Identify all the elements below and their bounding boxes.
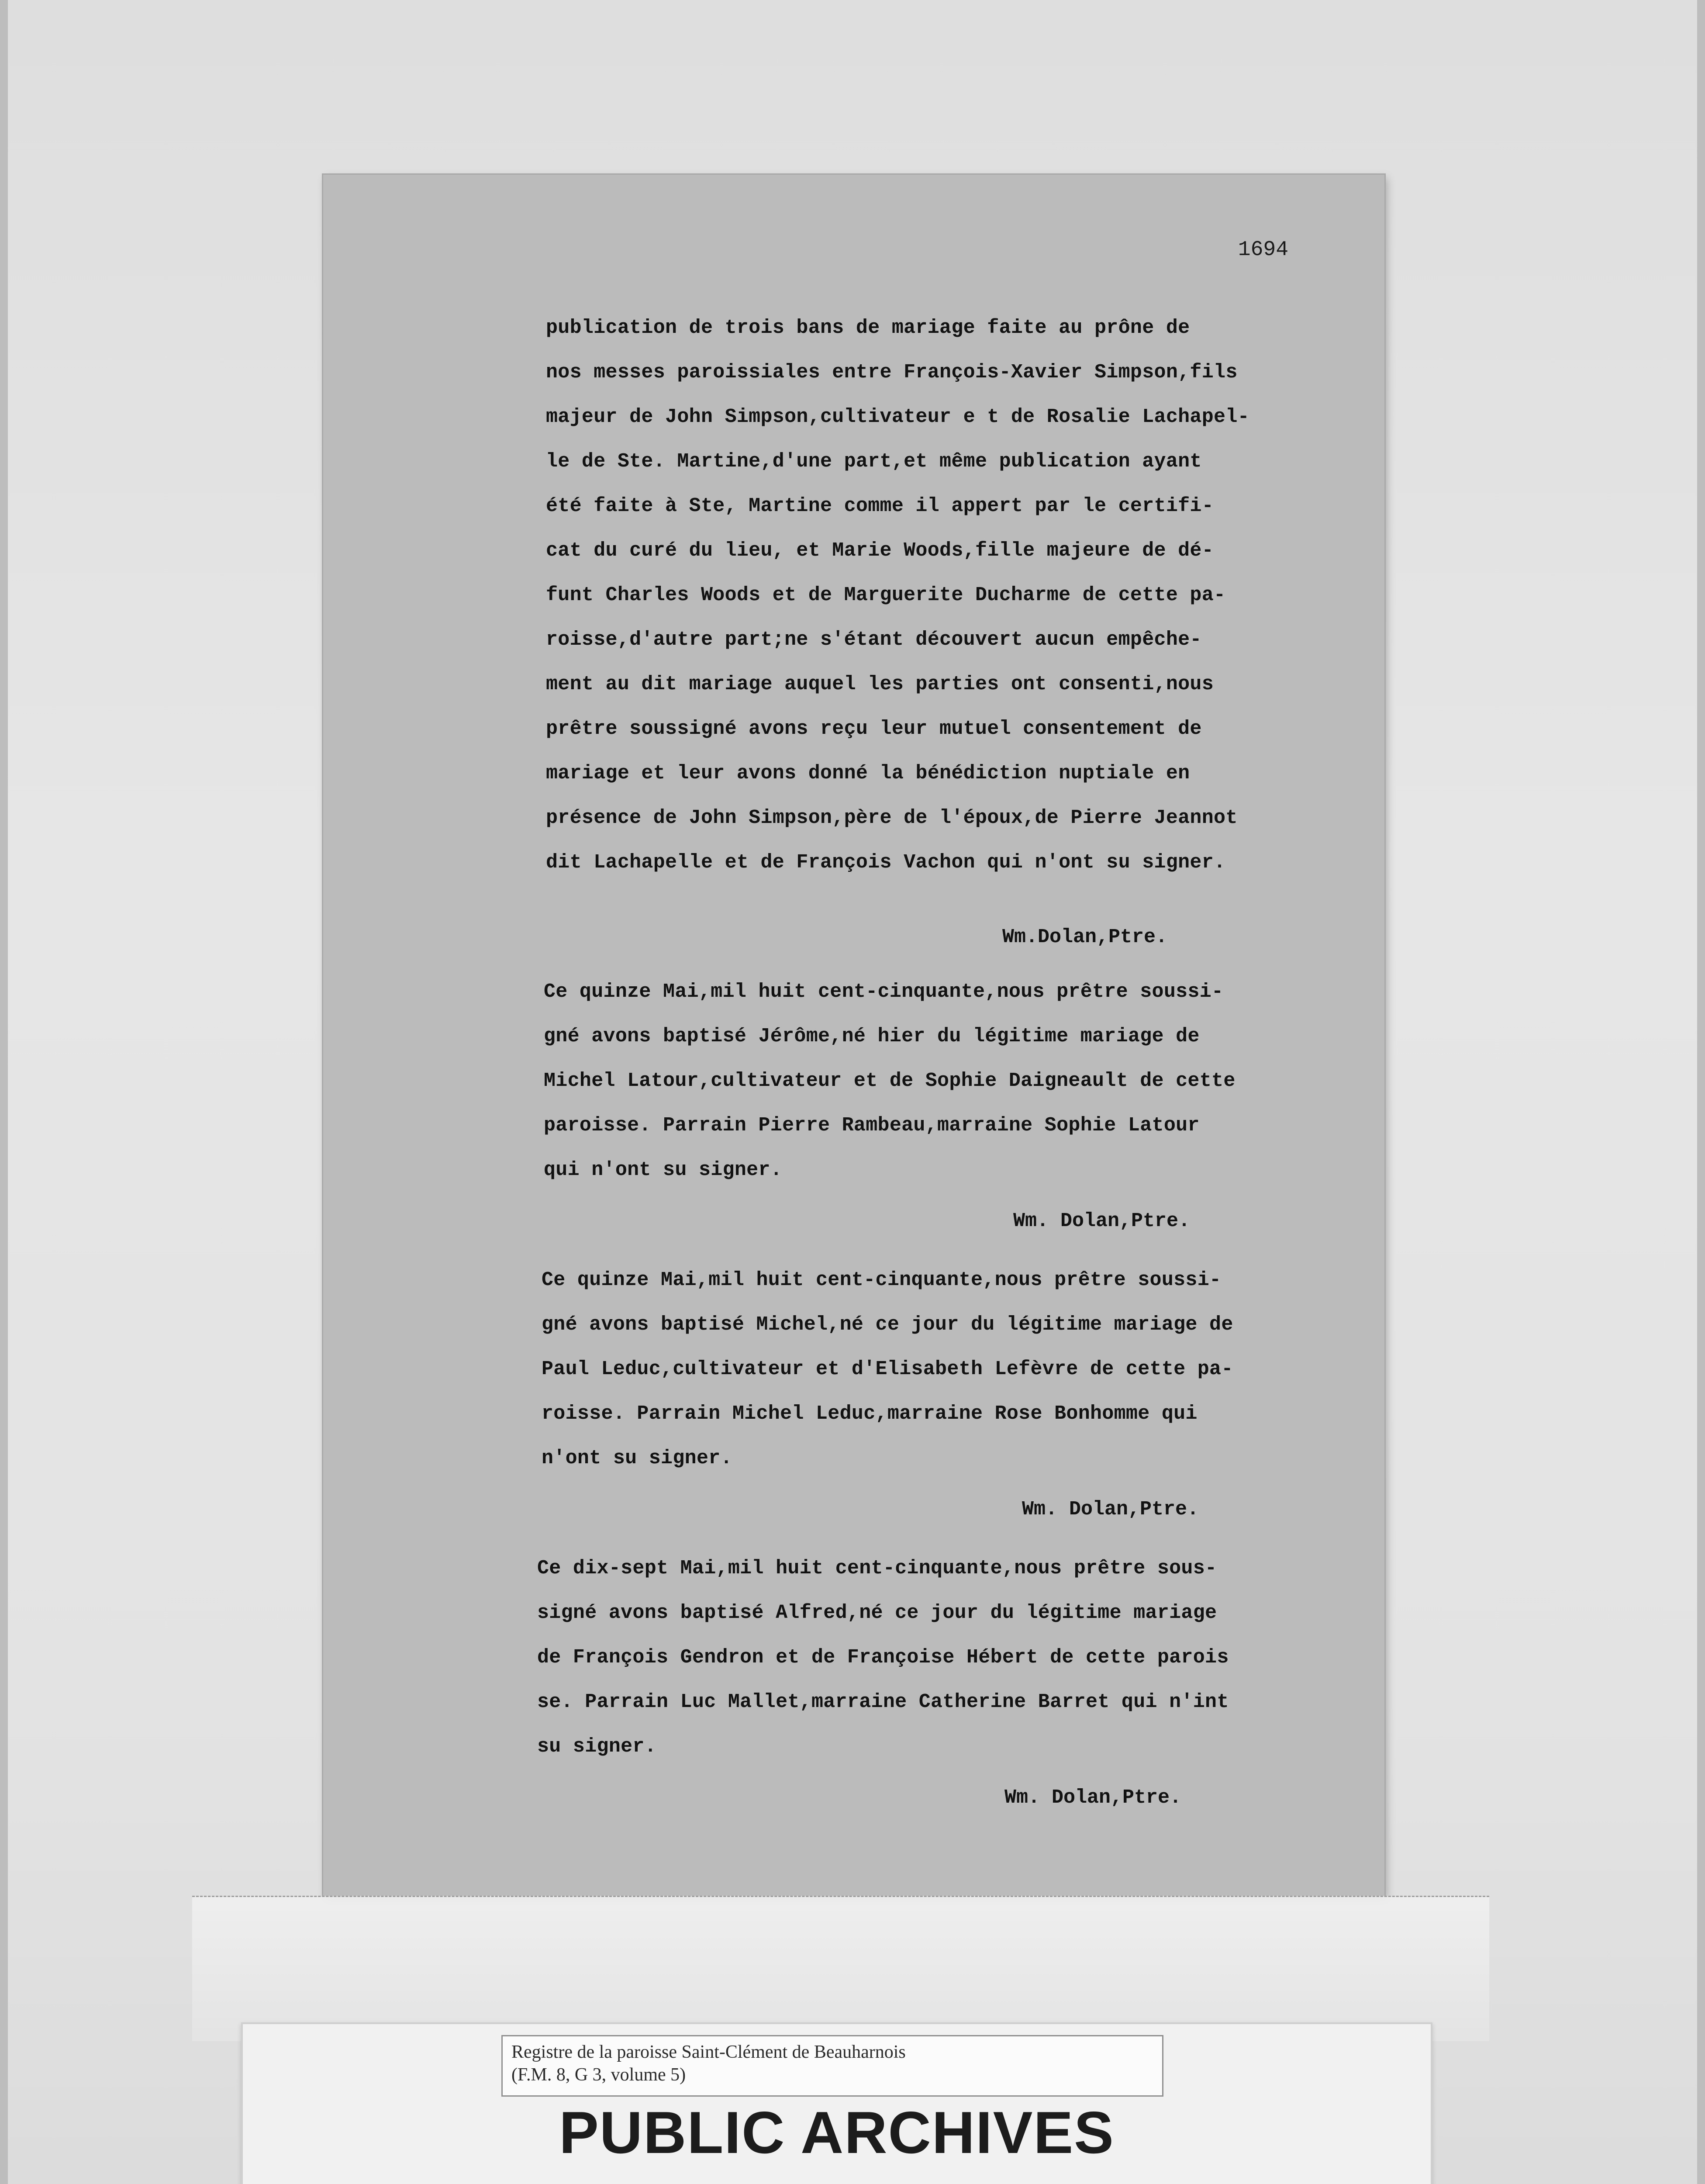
entry-line: Ce dix-sept Mai,mil huit cent-cinquante,nous prêtre sous- (537, 1557, 1217, 1579)
priest-signature: Wm. Dolan,Ptre. (1013, 1210, 1191, 1232)
entry-line: roisse,d'autre part;ne s'étant découvert aucun empêche- (546, 629, 1202, 651)
entry-line: cat du curé du lieu, et Marie Woods,fille majeure de dé- (546, 539, 1214, 562)
heading-public-archives: PUBLIC ARCHIVES (559, 2099, 1115, 2166)
priest-signature: Wm. Dolan,Ptre. (1004, 1787, 1182, 1809)
entry-line: n'ont su signer. (542, 1447, 732, 1469)
baptism-entry (544, 970, 1321, 1192)
entry-line: été faite à Ste, Martine comme il appert par le certifi- (546, 495, 1214, 517)
entry-line: gné avons baptisé Michel,né ce jour du légitime mariage de (542, 1313, 1233, 1336)
entry-line: funt Charles Woods et de Marguerite Ducharme de cette pa- (546, 584, 1226, 606)
entry-line: ment au dit mariage auquel les parties ont consenti,nous (546, 673, 1214, 695)
entry-line: présence de John Simpson,père de l'époux,de Pierre Jeannot (546, 807, 1238, 829)
entry-line: su signer. (537, 1735, 657, 1758)
entry-line: mariage et leur avons donné la bénédiction nuptiale en (546, 762, 1190, 784)
baptism-entry (537, 1546, 1315, 1769)
register-title: Registre de la paroisse Saint-Clément de Beauharnois (511, 2042, 906, 2062)
entry-line: le de Ste. Martine,d'une part,et même publication ayant (546, 450, 1202, 473)
entry-line: roisse. Parrain Michel Leduc,marraine Rose Bonhomme qui (542, 1403, 1198, 1425)
entry-line: Michel Latour,cultivateur et de Sophie Daigneault de cette (544, 1070, 1236, 1092)
entry-line: publication de trois bans de mariage faite au prône de (546, 317, 1190, 339)
register-citation-slip (501, 2035, 1163, 2097)
entry-line: paroisse. Parrain Pierre Rambeau,marraine Sophie Latour (544, 1114, 1200, 1137)
tape-strip (192, 1896, 1489, 2041)
entry-line: se. Parrain Luc Mallet,marraine Catherine Barret qui n'int (537, 1691, 1229, 1713)
marriage-entry (546, 306, 1323, 885)
entry-line: Paul Leduc,cultivateur et d'Elisabeth Lefèvre de cette pa- (542, 1358, 1233, 1380)
page-number: 1694 (1238, 238, 1288, 262)
entry-line: nos messes paroissiales entre François-Xavier Simpson,fils (546, 361, 1238, 384)
archive-label-card (241, 2022, 1432, 2184)
entry-line: dit Lachapelle et de François Vachon qui n'ont su signer. (546, 851, 1226, 874)
entry-line: signé avons baptisé Alfred,né ce jour du légitime mariage (537, 1602, 1217, 1624)
entry-line: de François Gendron et de Françoise Hébert de cette parois (537, 1646, 1229, 1669)
film-edge-right (1697, 0, 1705, 2184)
entry-line: prêtre soussigné avons reçu leur mutuel consentement de (546, 718, 1202, 740)
entry-line: majeur de John Simpson,cultivateur e t de Rosalie Lachapel- (546, 406, 1249, 428)
entry-line: gné avons baptisé Jérôme,né hier du légitime mariage de (544, 1025, 1200, 1047)
priest-signature: Wm.Dolan,Ptre. (1002, 926, 1168, 948)
register-reference: (F.M. 8, G 3, volume 5) (511, 2065, 686, 2085)
entry-line: Ce quinze Mai,mil huit cent-cinquante,nous prêtre soussi- (542, 1269, 1222, 1291)
baptism-entry (542, 1258, 1319, 1481)
film-edge-left (0, 0, 8, 2184)
typed-register-page (323, 175, 1384, 1896)
entry-line: Ce quinze Mai,mil huit cent-cinquante,nous prêtre soussi- (544, 981, 1224, 1003)
priest-signature: Wm. Dolan,Ptre. (1022, 1498, 1199, 1521)
entry-line: qui n'ont su signer. (544, 1159, 783, 1181)
